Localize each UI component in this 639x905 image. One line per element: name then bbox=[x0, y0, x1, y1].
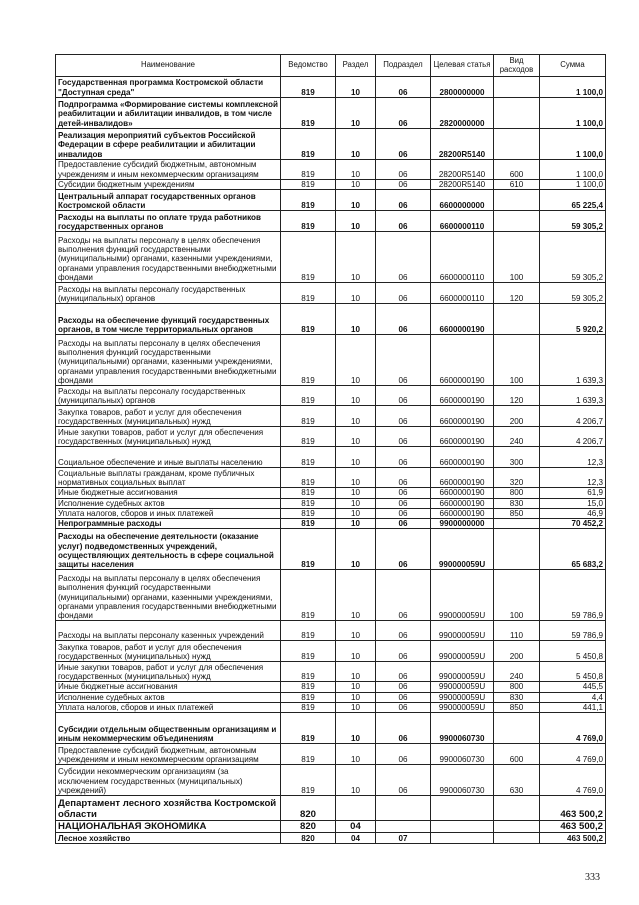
cell-subsection: 06 bbox=[376, 692, 431, 702]
cell-exptype: 850 bbox=[494, 508, 540, 518]
cell-subsection: 06 bbox=[376, 77, 431, 98]
cell-dept: 819 bbox=[281, 160, 336, 180]
cell-name: Расходы на обеспечение функций государственных органов, в том числе территориальных органов bbox=[56, 304, 281, 335]
cell-target: 990000059U bbox=[431, 703, 494, 713]
table-row bbox=[56, 821, 606, 833]
cell-name: Иные бюджетные ассигнования bbox=[56, 488, 281, 498]
cell-sum: 59 786,9 bbox=[540, 570, 606, 621]
cell-subsection: 06 bbox=[376, 468, 431, 488]
cell-subsection: 06 bbox=[376, 570, 431, 621]
header-name: Наименование bbox=[56, 55, 281, 77]
cell-sum: 445,5 bbox=[540, 682, 606, 692]
cell-dept: 819 bbox=[281, 765, 336, 796]
cell-target: 6600000110 bbox=[431, 232, 494, 283]
table-row bbox=[56, 283, 606, 304]
cell-exptype: 120 bbox=[494, 386, 540, 406]
cell-section bbox=[336, 796, 376, 821]
cell-exptype: 630 bbox=[494, 765, 540, 796]
cell-section: 10 bbox=[336, 283, 376, 304]
cell-subsection: 06 bbox=[376, 211, 431, 232]
cell-dept: 819 bbox=[281, 641, 336, 662]
cell-exptype: 300 bbox=[494, 447, 540, 468]
cell-dept: 819 bbox=[281, 488, 336, 498]
cell-name: Исполнение судебных актов bbox=[56, 692, 281, 702]
cell-exptype bbox=[494, 98, 540, 129]
header-subsection: Подраздел bbox=[376, 55, 431, 77]
table-row bbox=[56, 641, 606, 662]
cell-section: 10 bbox=[336, 211, 376, 232]
cell-exptype: 830 bbox=[494, 498, 540, 508]
cell-subsection: 06 bbox=[376, 662, 431, 682]
cell-dept: 819 bbox=[281, 713, 336, 744]
table-row bbox=[56, 529, 606, 570]
table-row bbox=[56, 703, 606, 713]
header-sum: Сумма bbox=[540, 55, 606, 77]
cell-target: 990000059U bbox=[431, 529, 494, 570]
cell-sum: 12,3 bbox=[540, 447, 606, 468]
table-row bbox=[56, 508, 606, 518]
cell-name: Непрограммные расходы bbox=[56, 519, 281, 529]
cell-target: 6600000190 bbox=[431, 488, 494, 498]
cell-target: 9900060730 bbox=[431, 744, 494, 765]
cell-exptype: 110 bbox=[494, 621, 540, 641]
cell-sum: 59 305,2 bbox=[540, 211, 606, 232]
cell-name: Расходы на выплаты персоналу в целях обеспечения выполнения функций государственными (муниципальными) органами, казенными учреждениями, органами управления государственными внебюджетными фондами bbox=[56, 232, 281, 283]
cell-target: 9900060730 bbox=[431, 765, 494, 796]
cell-dept: 819 bbox=[281, 692, 336, 702]
cell-subsection: 06 bbox=[376, 765, 431, 796]
table-row bbox=[56, 232, 606, 283]
cell-name: Расходы на выплаты персоналу казенных учреждений bbox=[56, 621, 281, 641]
cell-subsection: 06 bbox=[376, 304, 431, 335]
cell-sum: 59 786,9 bbox=[540, 621, 606, 641]
cell-section: 10 bbox=[336, 304, 376, 335]
cell-target: 6600000190 bbox=[431, 427, 494, 447]
cell-dept: 819 bbox=[281, 744, 336, 765]
cell-section: 10 bbox=[336, 468, 376, 488]
cell-section: 10 bbox=[336, 744, 376, 765]
cell-subsection: 06 bbox=[376, 427, 431, 447]
cell-exptype: 320 bbox=[494, 468, 540, 488]
header-target: Целевая статья bbox=[431, 55, 494, 77]
cell-section: 10 bbox=[336, 98, 376, 129]
cell-exptype bbox=[494, 796, 540, 821]
cell-subsection: 06 bbox=[376, 160, 431, 180]
cell-dept: 819 bbox=[281, 129, 336, 160]
cell-subsection: 06 bbox=[376, 447, 431, 468]
cell-exptype bbox=[494, 190, 540, 211]
cell-section: 10 bbox=[336, 529, 376, 570]
cell-name: НАЦИОНАЛЬНАЯ ЭКОНОМИКА bbox=[56, 821, 281, 833]
cell-section: 10 bbox=[336, 190, 376, 211]
cell-subsection: 06 bbox=[376, 406, 431, 427]
table-row bbox=[56, 621, 606, 641]
table-row bbox=[56, 744, 606, 765]
cell-section: 10 bbox=[336, 498, 376, 508]
cell-target: 28200R5140 bbox=[431, 129, 494, 160]
cell-exptype bbox=[494, 519, 540, 529]
cell-exptype: 830 bbox=[494, 692, 540, 702]
cell-dept: 820 bbox=[281, 833, 336, 844]
cell-exptype bbox=[494, 529, 540, 570]
cell-target: 990000059U bbox=[431, 570, 494, 621]
cell-target: 6600000190 bbox=[431, 386, 494, 406]
cell-subsection: 06 bbox=[376, 519, 431, 529]
table-row bbox=[56, 77, 606, 98]
cell-sum: 4 769,0 bbox=[540, 713, 606, 744]
cell-dept: 820 bbox=[281, 796, 336, 821]
cell-exptype: 120 bbox=[494, 283, 540, 304]
cell-name: Субсидии бюджетным учреждениям bbox=[56, 180, 281, 190]
cell-exptype bbox=[494, 211, 540, 232]
cell-target: 6600000190 bbox=[431, 508, 494, 518]
cell-dept: 819 bbox=[281, 98, 336, 129]
cell-sum: 46,9 bbox=[540, 508, 606, 518]
cell-sum: 15,0 bbox=[540, 498, 606, 508]
table-row bbox=[56, 211, 606, 232]
cell-section: 04 bbox=[336, 821, 376, 833]
budget-table bbox=[55, 54, 606, 844]
cell-name: Предоставление субсидий бюджетным, автономным учреждениям и иным некоммерческим организациям bbox=[56, 744, 281, 765]
cell-section: 10 bbox=[336, 160, 376, 180]
cell-name: Предоставление субсидий бюджетным, автономным учреждениям и иным некоммерческим организациям bbox=[56, 160, 281, 180]
table-row bbox=[56, 335, 606, 386]
cell-section: 10 bbox=[336, 447, 376, 468]
cell-dept: 819 bbox=[281, 703, 336, 713]
cell-section: 10 bbox=[336, 662, 376, 682]
table-row bbox=[56, 488, 606, 498]
cell-sum: 61,9 bbox=[540, 488, 606, 498]
cell-target: 990000059U bbox=[431, 692, 494, 702]
cell-dept: 819 bbox=[281, 508, 336, 518]
cell-section: 10 bbox=[336, 765, 376, 796]
cell-subsection: 06 bbox=[376, 190, 431, 211]
cell-subsection: 06 bbox=[376, 232, 431, 283]
cell-section: 10 bbox=[336, 703, 376, 713]
table-row bbox=[56, 796, 606, 821]
cell-name: Расходы на выплаты персоналу государственных (муниципальных) органов bbox=[56, 386, 281, 406]
table-header-row bbox=[56, 55, 606, 77]
cell-dept: 819 bbox=[281, 77, 336, 98]
table-row bbox=[56, 160, 606, 180]
table-row bbox=[56, 833, 606, 844]
cell-exptype bbox=[494, 129, 540, 160]
page-number: 333 bbox=[585, 872, 600, 883]
cell-dept: 819 bbox=[281, 283, 336, 304]
cell-subsection: 06 bbox=[376, 621, 431, 641]
cell-section: 10 bbox=[336, 77, 376, 98]
cell-exptype bbox=[494, 77, 540, 98]
table-row bbox=[56, 468, 606, 488]
cell-name: Расходы на выплаты персоналу в целях обеспечения выполнения функций государственными (муниципальными) органами, казенными учреждениями, органами управления государственными внебюджетными фондами bbox=[56, 570, 281, 621]
cell-name: Уплата налогов, сборов и иных платежей bbox=[56, 508, 281, 518]
table-row bbox=[56, 692, 606, 702]
cell-section: 10 bbox=[336, 335, 376, 386]
cell-subsection bbox=[376, 796, 431, 821]
cell-dept: 819 bbox=[281, 190, 336, 211]
cell-subsection: 06 bbox=[376, 713, 431, 744]
cell-sum: 463 500,2 bbox=[540, 821, 606, 833]
cell-target: 990000059U bbox=[431, 662, 494, 682]
cell-sum: 1 639,3 bbox=[540, 386, 606, 406]
cell-name: Закупка товаров, работ и услуг для обеспечения государственных (муниципальных) нужд bbox=[56, 641, 281, 662]
cell-name: Расходы на выплаты по оплате труда работников государственных органов bbox=[56, 211, 281, 232]
cell-subsection: 06 bbox=[376, 488, 431, 498]
cell-sum: 463 500,2 bbox=[540, 796, 606, 821]
cell-section: 10 bbox=[336, 570, 376, 621]
table-row bbox=[56, 427, 606, 447]
cell-dept: 819 bbox=[281, 498, 336, 508]
cell-target bbox=[431, 796, 494, 821]
cell-section: 10 bbox=[336, 641, 376, 662]
cell-dept: 819 bbox=[281, 386, 336, 406]
cell-exptype bbox=[494, 833, 540, 844]
cell-subsection: 06 bbox=[376, 498, 431, 508]
cell-name: Иные закупки товаров, работ и услуг для обеспечения государственных (муниципальных) нужд bbox=[56, 662, 281, 682]
cell-target: 28200R5140 bbox=[431, 160, 494, 180]
cell-name: Подпрограмма «Формирование системы комплексной реабилитации и абилитации инвалидов, в том числе детей-инвалидов» bbox=[56, 98, 281, 129]
cell-dept: 819 bbox=[281, 662, 336, 682]
cell-sum: 4 206,7 bbox=[540, 427, 606, 447]
cell-target: 6600000190 bbox=[431, 468, 494, 488]
cell-exptype bbox=[494, 713, 540, 744]
table-row bbox=[56, 662, 606, 682]
cell-target: 9900000000 bbox=[431, 519, 494, 529]
table-row bbox=[56, 129, 606, 160]
cell-section: 10 bbox=[336, 427, 376, 447]
cell-name: Департамент лесного хозяйства Костромской области bbox=[56, 796, 281, 821]
cell-sum: 1 639,3 bbox=[540, 335, 606, 386]
cell-exptype: 800 bbox=[494, 682, 540, 692]
cell-name: Субсидии некоммерческим организациям (за исключением государственных (муниципальных) учреждений) bbox=[56, 765, 281, 796]
header-exptype: Вид расходов bbox=[494, 55, 540, 77]
cell-name: Расходы на обеспечение деятельности (оказание услуг) подведомственных учреждений, осуществляющих деятельность в сфере социальной защиты населения bbox=[56, 529, 281, 570]
cell-exptype: 800 bbox=[494, 488, 540, 498]
cell-exptype bbox=[494, 304, 540, 335]
cell-name: Иные бюджетные ассигнования bbox=[56, 682, 281, 692]
cell-section: 10 bbox=[336, 713, 376, 744]
table-row bbox=[56, 447, 606, 468]
cell-exptype: 240 bbox=[494, 427, 540, 447]
cell-target: 6600000190 bbox=[431, 447, 494, 468]
cell-subsection: 06 bbox=[376, 386, 431, 406]
cell-dept: 819 bbox=[281, 304, 336, 335]
cell-target: 6600000110 bbox=[431, 211, 494, 232]
cell-dept: 819 bbox=[281, 232, 336, 283]
cell-dept: 820 bbox=[281, 821, 336, 833]
table-row bbox=[56, 98, 606, 129]
cell-target: 9900060730 bbox=[431, 713, 494, 744]
cell-name: Исполнение судебных актов bbox=[56, 498, 281, 508]
table-row bbox=[56, 304, 606, 335]
cell-sum: 4 206,7 bbox=[540, 406, 606, 427]
cell-section: 10 bbox=[336, 508, 376, 518]
cell-subsection: 06 bbox=[376, 744, 431, 765]
cell-subsection: 06 bbox=[376, 180, 431, 190]
cell-exptype: 600 bbox=[494, 744, 540, 765]
cell-sum: 1 100,0 bbox=[540, 180, 606, 190]
cell-subsection: 07 bbox=[376, 833, 431, 844]
cell-dept: 819 bbox=[281, 519, 336, 529]
cell-dept: 819 bbox=[281, 529, 336, 570]
cell-name: Расходы на выплаты персоналу в целях обеспечения выполнения функций государственными (муниципальными) органами, казенными учреждениями, органами управления государственными внебюджетными фондами bbox=[56, 335, 281, 386]
cell-dept: 819 bbox=[281, 427, 336, 447]
cell-section: 10 bbox=[336, 692, 376, 702]
cell-name: Закупка товаров, работ и услуг для обеспечения государственных (муниципальных) нужд bbox=[56, 406, 281, 427]
cell-sum: 1 100,0 bbox=[540, 98, 606, 129]
cell-target bbox=[431, 821, 494, 833]
header-dept: Ведомство bbox=[281, 55, 336, 77]
cell-section: 10 bbox=[336, 406, 376, 427]
cell-sum: 5 450,8 bbox=[540, 641, 606, 662]
cell-subsection: 06 bbox=[376, 283, 431, 304]
cell-exptype bbox=[494, 821, 540, 833]
cell-exptype: 200 bbox=[494, 406, 540, 427]
cell-exptype: 100 bbox=[494, 232, 540, 283]
cell-sum: 1 100,0 bbox=[540, 77, 606, 98]
cell-name: Субсидии отдельным общественным организациям и иным некоммерческим объединениям bbox=[56, 713, 281, 744]
cell-exptype: 200 bbox=[494, 641, 540, 662]
cell-sum: 70 452,2 bbox=[540, 519, 606, 529]
cell-name: Лесное хозяйство bbox=[56, 833, 281, 844]
cell-target bbox=[431, 833, 494, 844]
cell-section: 04 bbox=[336, 833, 376, 844]
cell-section: 10 bbox=[336, 519, 376, 529]
cell-target: 6600000110 bbox=[431, 283, 494, 304]
cell-target: 28200R5140 bbox=[431, 180, 494, 190]
cell-subsection: 06 bbox=[376, 682, 431, 692]
cell-dept: 819 bbox=[281, 406, 336, 427]
cell-section: 10 bbox=[336, 386, 376, 406]
cell-target: 990000059U bbox=[431, 641, 494, 662]
cell-dept: 819 bbox=[281, 211, 336, 232]
cell-target: 2800000000 bbox=[431, 77, 494, 98]
cell-sum: 59 305,2 bbox=[540, 232, 606, 283]
cell-dept: 819 bbox=[281, 447, 336, 468]
cell-subsection bbox=[376, 821, 431, 833]
cell-sum: 4,4 bbox=[540, 692, 606, 702]
cell-subsection: 06 bbox=[376, 641, 431, 662]
header-section: Раздел bbox=[336, 55, 376, 77]
cell-target: 6600000190 bbox=[431, 304, 494, 335]
cell-dept: 819 bbox=[281, 570, 336, 621]
cell-exptype: 610 bbox=[494, 180, 540, 190]
table-row bbox=[56, 765, 606, 796]
table-row bbox=[56, 713, 606, 744]
cell-target: 6600000000 bbox=[431, 190, 494, 211]
cell-target: 6600000190 bbox=[431, 498, 494, 508]
table-row bbox=[56, 386, 606, 406]
cell-target: 990000059U bbox=[431, 682, 494, 692]
cell-name: Центральный аппарат государственных органов Костромской области bbox=[56, 190, 281, 211]
cell-subsection: 06 bbox=[376, 98, 431, 129]
cell-name: Социальное обеспечение и иные выплаты населению bbox=[56, 447, 281, 468]
cell-sum: 1 100,0 bbox=[540, 160, 606, 180]
cell-subsection: 06 bbox=[376, 129, 431, 160]
table-row bbox=[56, 570, 606, 621]
cell-section: 10 bbox=[336, 621, 376, 641]
cell-section: 10 bbox=[336, 232, 376, 283]
cell-sum: 4 769,0 bbox=[540, 744, 606, 765]
cell-sum: 4 769,0 bbox=[540, 765, 606, 796]
cell-dept: 819 bbox=[281, 335, 336, 386]
cell-sum: 5 920,2 bbox=[540, 304, 606, 335]
cell-sum: 441,1 bbox=[540, 703, 606, 713]
cell-target: 2820000000 bbox=[431, 98, 494, 129]
cell-subsection: 06 bbox=[376, 703, 431, 713]
table-row bbox=[56, 519, 606, 529]
cell-section: 10 bbox=[336, 682, 376, 692]
cell-section: 10 bbox=[336, 129, 376, 160]
cell-sum: 12,3 bbox=[540, 468, 606, 488]
table-row bbox=[56, 190, 606, 211]
cell-section: 10 bbox=[336, 488, 376, 498]
cell-section: 10 bbox=[336, 180, 376, 190]
cell-dept: 819 bbox=[281, 682, 336, 692]
table-row bbox=[56, 180, 606, 190]
cell-name: Социальные выплаты гражданам, кроме публичных нормативных социальных выплат bbox=[56, 468, 281, 488]
table-row bbox=[56, 682, 606, 692]
cell-name: Уплата налогов, сборов и иных платежей bbox=[56, 703, 281, 713]
cell-dept: 819 bbox=[281, 180, 336, 190]
cell-sum: 59 305,2 bbox=[540, 283, 606, 304]
cell-target: 6600000190 bbox=[431, 335, 494, 386]
cell-sum: 5 450,8 bbox=[540, 662, 606, 682]
table-row bbox=[56, 406, 606, 427]
cell-exptype: 850 bbox=[494, 703, 540, 713]
cell-exptype: 600 bbox=[494, 160, 540, 180]
cell-subsection: 06 bbox=[376, 335, 431, 386]
cell-sum: 463 500,2 bbox=[540, 833, 606, 844]
cell-target: 990000059U bbox=[431, 621, 494, 641]
cell-sum: 1 100,0 bbox=[540, 129, 606, 160]
cell-subsection: 06 bbox=[376, 529, 431, 570]
cell-dept: 819 bbox=[281, 468, 336, 488]
cell-target: 6600000190 bbox=[431, 406, 494, 427]
cell-sum: 65 225,4 bbox=[540, 190, 606, 211]
cell-exptype: 100 bbox=[494, 335, 540, 386]
cell-sum: 65 683,2 bbox=[540, 529, 606, 570]
cell-exptype: 100 bbox=[494, 570, 540, 621]
table-row bbox=[56, 498, 606, 508]
cell-name: Иные закупки товаров, работ и услуг для обеспечения государственных (муниципальных) нужд bbox=[56, 427, 281, 447]
cell-subsection: 06 bbox=[376, 508, 431, 518]
cell-name: Государственная программа Костромской области "Доступная среда" bbox=[56, 77, 281, 98]
cell-dept: 819 bbox=[281, 621, 336, 641]
cell-name: Расходы на выплаты персоналу государственных (муниципальных) органов bbox=[56, 283, 281, 304]
cell-name: Реализация мероприятий субъектов Российской Федерации в сфере реабилитации и абилитации инвалидов bbox=[56, 129, 281, 160]
cell-exptype: 240 bbox=[494, 662, 540, 682]
